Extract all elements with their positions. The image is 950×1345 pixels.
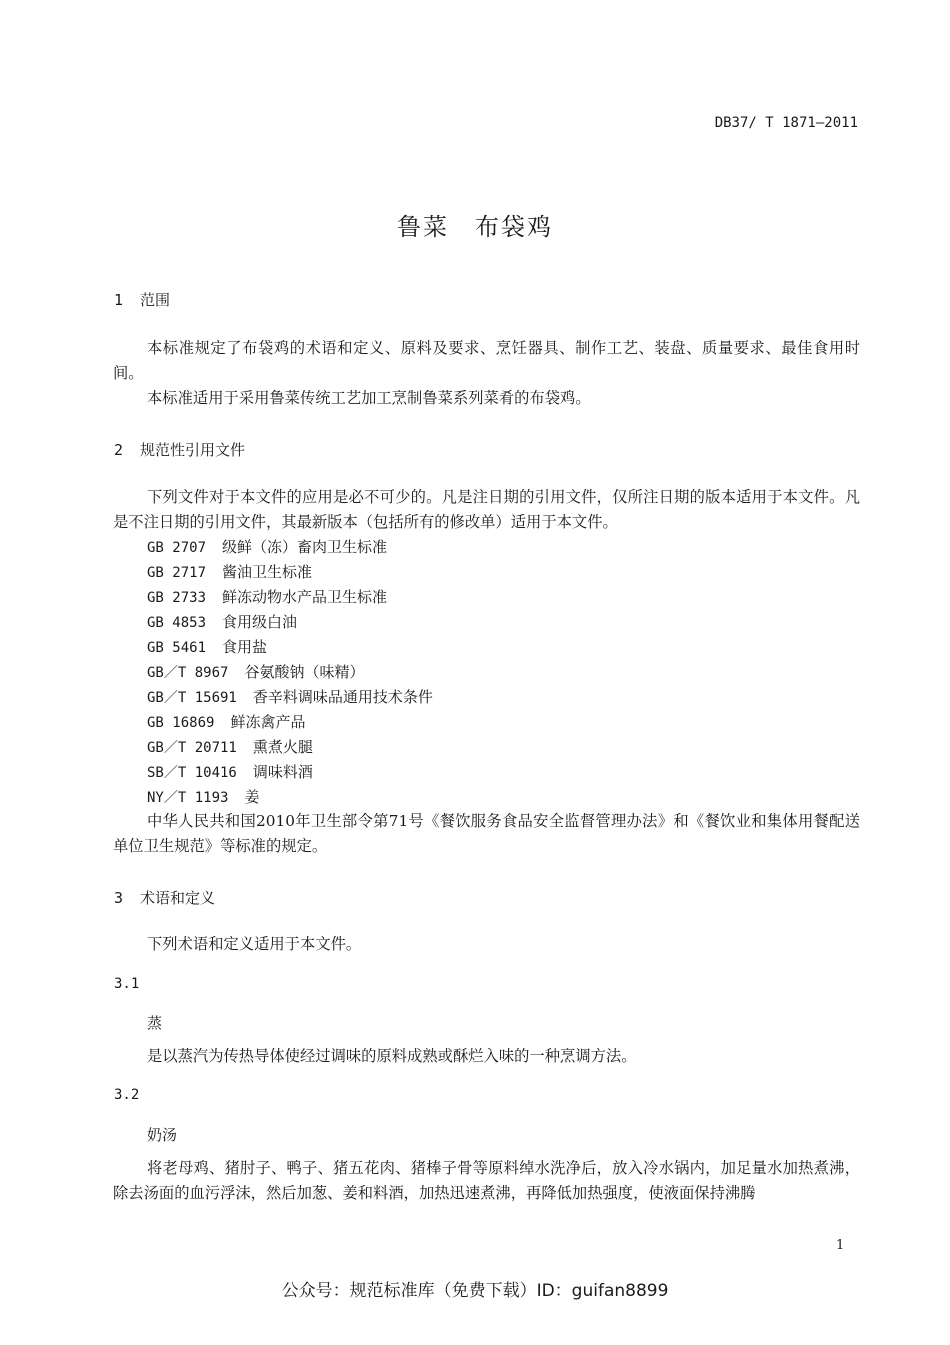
- reference-code: GB 2717: [147, 565, 207, 581]
- reference-name: 谷氨酸钠（味精）: [244, 663, 365, 681]
- reference-name: 熏煮火腿: [252, 738, 313, 756]
- standard-code: DB37/ T 1871—2011: [714, 115, 858, 131]
- term-title: 奶汤: [147, 1126, 178, 1144]
- section-number: 1: [114, 291, 124, 309]
- reference-item: [147, 661, 364, 682]
- reference-code: GB／T 15691: [147, 690, 237, 706]
- reference-item: [147, 736, 313, 757]
- reference-code: GB 2707: [147, 540, 207, 556]
- reference-name: 姜: [244, 788, 260, 806]
- reference-code: GB 5461: [147, 640, 207, 656]
- reference-code: GB 16869: [147, 715, 215, 731]
- reference-item: [147, 761, 313, 782]
- term-title: 蒸: [147, 1014, 163, 1032]
- reference-item: [147, 586, 387, 607]
- subclause-number: 3.1: [114, 976, 140, 992]
- term-definition: [113, 1044, 860, 1069]
- reference-item: [147, 686, 433, 707]
- reference-item: [147, 711, 305, 732]
- section-title: 术语和定义: [140, 889, 216, 907]
- reference-code: GB 2733: [147, 590, 207, 606]
- reference-name: 酱油卫生标准: [222, 563, 313, 581]
- reference-code: GB／T 20711: [147, 740, 237, 756]
- reference-name: 调味料酒: [252, 763, 313, 781]
- section-3-heading: [114, 887, 215, 908]
- reference-name: 食用盐: [222, 638, 268, 656]
- reference-code: NY／T 1193: [147, 790, 229, 806]
- paragraph: 本标准规定了布袋鸡的术语和定义、原料及要求、烹饪器具、制作工艺、装盘、质量要求、最佳食用时间。: [113, 339, 860, 382]
- section-2-heading: [114, 439, 245, 460]
- reference-name: 食用级白油: [222, 613, 298, 631]
- paragraph: 下列术语和定义适用于本文件。: [147, 935, 362, 953]
- reference-code: GB 4853: [147, 615, 207, 631]
- section-number: 2: [114, 441, 124, 459]
- term-definition: [113, 1156, 860, 1206]
- paragraph: 将老母鸡、猪肘子、鸭子、猪五花肉、猪棒子骨等原料绰水洗净后，放入冷水锅内，加足量水加热煮沸，除去汤面的血污浮沫，然后加葱、姜和料酒，加热迅速煮沸，再降低加热强度，使液面保持沸腾: [113, 1159, 860, 1202]
- reference-item: [147, 786, 259, 807]
- section-2-closing: [113, 809, 860, 859]
- reference-item: [147, 561, 312, 582]
- paragraph: 本标准适用于采用鲁菜传统工艺加工烹制鲁菜系列菜肴的布袋鸡。: [147, 389, 591, 407]
- paragraph: 是以蒸汽为传热导体使经过调味的原料成熟或酥烂入味的一种烹调方法。: [147, 1047, 637, 1065]
- paragraph: 下列文件对于本文件的应用是必不可少的。凡是注日期的引用文件，仅所注日期的版本适用于本文件。凡是不注日期的引用文件，其最新版本（包括所有的修改单）适用于本文件。: [113, 488, 860, 531]
- reference-item: [147, 536, 387, 557]
- section-1-heading: [114, 289, 170, 310]
- reference-code: SB／T 10416: [147, 765, 237, 781]
- section-1-body: [113, 336, 860, 411]
- section-title: 范围: [140, 291, 171, 309]
- reference-name: 级鲜（冻）畜肉卫生标准: [222, 538, 388, 556]
- section-title: 规范性引用文件: [140, 441, 246, 459]
- reference-name: 鲜冻禽产品: [230, 713, 306, 731]
- subclause-number: 3.2: [114, 1087, 140, 1103]
- section-number: 3: [114, 889, 124, 907]
- section-3-intro: [113, 932, 860, 957]
- section-2-intro: [113, 485, 860, 535]
- reference-item: [147, 611, 297, 632]
- page-number: 1: [836, 1238, 845, 1253]
- reference-code: GB／T 8967: [147, 665, 229, 681]
- reference-item: [147, 636, 267, 657]
- document-title: 鲁菜 布袋鸡: [397, 213, 553, 241]
- paragraph: 中华人民共和国2010年卫生部令第71号《餐饮服务食品安全监督管理办法》和《餐饮业和集体用餐配送单位卫生规范》等标准的规定。: [113, 812, 860, 855]
- reference-name: 香辛料调味品通用技术条件: [252, 688, 433, 706]
- footer-watermark: 公众号：规范标准库（免费下载）ID：guifan8899: [281, 1281, 669, 1301]
- reference-name: 鲜冻动物水产品卫生标准: [222, 588, 388, 606]
